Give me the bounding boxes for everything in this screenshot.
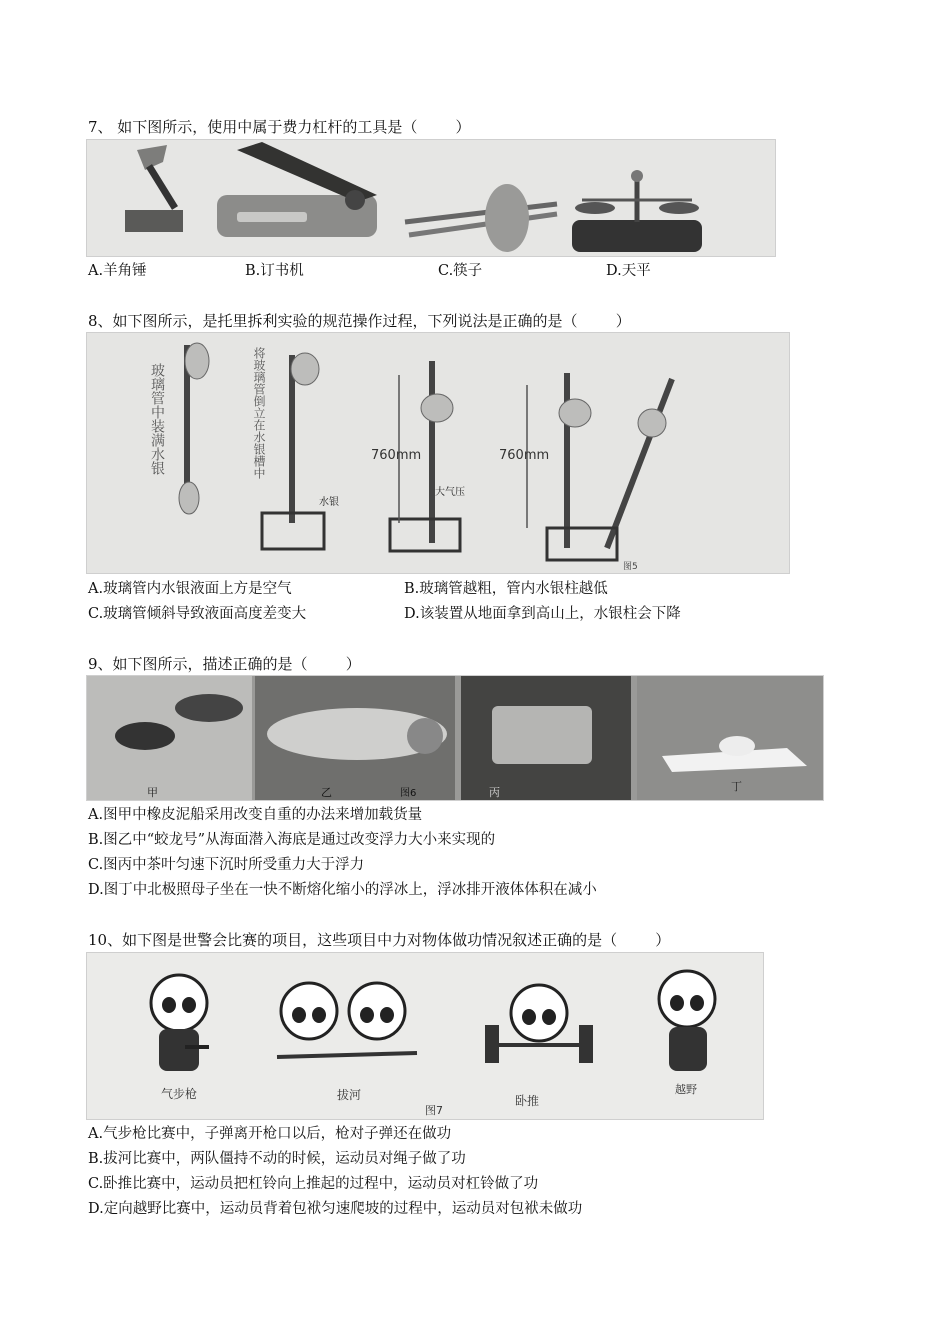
figure-9-label-a: 甲 [147,786,158,799]
question-10-figure [86,952,764,1120]
tube-label-1: 玻璃管中装满水银 [149,363,165,475]
figure-10-label-d: 越野 [675,1083,697,1096]
question-8-option-b: B.玻璃管越粗，管内水银柱越低 [404,581,608,597]
figure-10-label-a: 气步枪 [161,1087,198,1101]
figure-5-caption: 图5 [623,562,638,572]
question-9-option-c: C.图丙中茶叶匀速下沉时所受重力大于浮力 [88,857,365,873]
question-10-option-c: C.卧推比赛中，运动员把杠铃向上推起的过程中，运动员对杠铃做了功 [88,1176,539,1192]
question-9-option-a: A.图甲中橡皮泥船采用改变自重的办法来增加载货量 [88,807,423,823]
question-9-option-b: B.图乙中“蛟龙号”从海面潜入海底是通过改变浮力大小来实现的 [88,832,496,848]
figure-9-label-b: 乙 [321,786,332,799]
height-label-1: 760mm [371,448,422,463]
question-7-stem: 7、 如下图所示，使用中属于费力杠杆的工具是（ ） [88,118,471,136]
tube-label-2: 将玻璃管倒立在水银槽中 [252,347,266,479]
figure-10-label-c: 卧推 [515,1094,540,1108]
question-7-figure [86,139,776,257]
question-10-stem: 10、如下图是世警会比赛的项目，这些项目中力对物体做功情况叙述正确的是（ ） [88,931,671,949]
question-10-option-d: D.定向越野比赛中，运动员背着包袱匀速爬坡的过程中，运动员对包袱未做功 [88,1201,583,1217]
question-8-stem: 8、如下图所示，是托里拆利实验的规范操作过程，下列说法是正确的是（ ） [88,312,631,330]
atm-label: 大气压 [435,487,465,498]
figure-10-label-b: 拔河 [337,1088,362,1102]
figure-7-caption: 图7 [425,1104,443,1117]
question-10-option-b: B.拔河比赛中，两队僵持不动的时候，运动员对绳子做了功 [88,1151,466,1167]
height-label-2: 760mm [499,448,550,463]
question-8-option-a: A.玻璃管内水银液面上方是空气 [88,581,292,597]
question-9-figure [86,675,824,801]
figure-9-label-d: 丁 [731,780,742,793]
figure-9-label-c: 丙 [489,786,500,799]
question-8-option-c: C.玻璃管倾斜导致液面高度差变大 [88,606,307,622]
mercury-label: 水银 [319,497,339,508]
question-9-stem: 9、如下图所示，描述正确的是（ ） [88,655,361,673]
question-7-option-a: A.羊角锤 [88,263,147,279]
question-8-option-d: D.该装置从地面拿到高山上，水银柱会下降 [404,606,681,622]
question-7-option-c: C.筷子 [438,263,483,279]
question-8-figure [86,332,790,574]
question-9-option-d: D.图丁中北极照母子坐在一快不断熔化缩小的浮冰上，浮冰排开液体体积在减小 [88,882,597,898]
question-10-option-a: A.气步枪比赛中，子弹离开枪口以后，枪对子弹还在做功 [88,1126,452,1142]
question-7-option-b: B.订书机 [245,263,304,279]
figure-6-caption: 图6 [400,788,417,799]
question-7-option-d: D.天平 [606,263,651,279]
